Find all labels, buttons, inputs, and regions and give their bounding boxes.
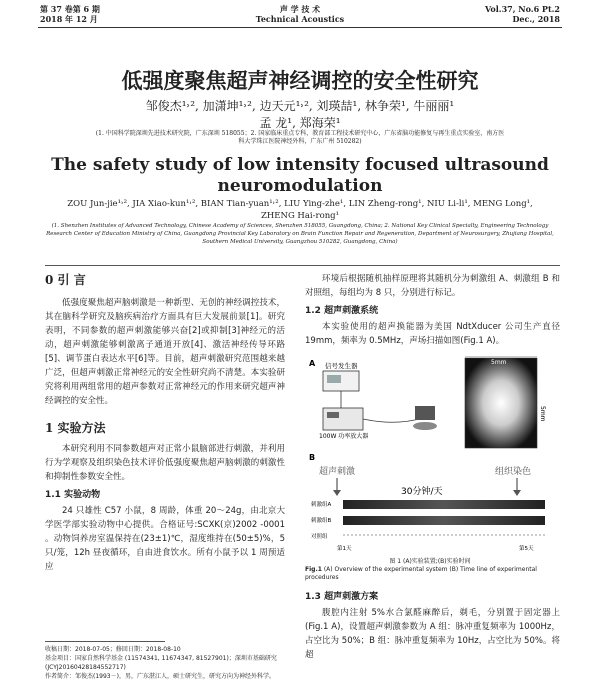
- paper-title-zh: 低强度聚焦超声神经调控的安全性研究: [121, 69, 479, 93]
- stain-arrowhead: [513, 490, 521, 496]
- header-rule: [38, 27, 562, 28]
- cable-2: [363, 418, 423, 422]
- figure-caption: [305, 558, 555, 582]
- footnote-fund: 基金项目：国家自然科学基金 (11574341, 11674347, 81527901)；深圳市基础研究 (JCYJ20160428184552717): [45, 655, 277, 671]
- journal-name-en: Technical Acoustics: [255, 14, 345, 24]
- figure-caption-en-text: (A) Overview of the experimental system (B) Time line of experimental procedures: [305, 566, 537, 581]
- volume-issue-zh: 第 37 卷第 6 期: [40, 4, 100, 14]
- section-1-2-heading: 1.2 超声刺激系统: [305, 306, 379, 316]
- authors-zh: [70, 98, 530, 132]
- panel-a-label: A: [309, 359, 316, 368]
- date-en: Dec., 2018: [512, 14, 560, 24]
- paper-title-en: The safety study of low intensity focused ultrasound neuromodulation: [51, 155, 549, 196]
- footnote-received: 收稿日期：2018-07-05；修回日期：2018-08-10: [45, 646, 181, 653]
- day-5-label: 第5天: [519, 546, 534, 552]
- transducer: [415, 406, 435, 420]
- panel-b-label: B: [309, 453, 316, 462]
- section-1-2-paragraph: 本实验使用的超声换能器为美国 NdtXducer 公司生产直径 19mm，频率为 0.5MHz，声场扫描如图(Fig.1 A)。: [305, 322, 560, 346]
- panel-a: [309, 356, 546, 448]
- right-column-bottom: [305, 590, 560, 662]
- right-column-top: [305, 272, 560, 348]
- journal-name-zh: 声 学 技 术: [279, 4, 321, 14]
- figure-caption-en: [305, 566, 555, 582]
- section-1-1-heading: 1.1 实验动物: [45, 490, 101, 500]
- date-zh: 2018 年 12 月: [40, 14, 98, 24]
- row-label-a: 刺激组A: [311, 502, 332, 508]
- affiliations-en: (1. Shenzhen Institutes of Advanced Technology, Chinese Academy of Sciences, Shenzhen 518055, Guangdong, China; 2. National Key Clinical Specialty, Engineering Technology Research Center of Education Ministry of China, Guangdong Provincial Key Laboratory on Brain Function Repair and Regeneration, Department of Neurosurgery, Zhujiang Hospital, Southern Medical University, Guangzhou 510282, Guangdong, China): [46, 223, 554, 245]
- stim-arrowhead: [333, 490, 341, 496]
- section-1-3-paragraph: 腹腔内注射 5%水合氯醛麻醉后，剃毛，分别置于固定器上 (Fig.1 A)，设置超声刺激参数为 A 组：脉冲重复频率为 1000Hz，占空比为 50%；B 组：脉冲重复频率为 10Hz，占空比为 50%。将超: [305, 608, 560, 660]
- amplifier-panel: [327, 412, 339, 418]
- timeline-bar-a: [343, 500, 545, 509]
- left-column: [45, 272, 285, 574]
- section-1-paragraph: 本研究利用不同参数超声对正常小鼠脑部进行刺激，并利用行为学观察及组织染色技术评价低强度聚焦超声脑刺激的刺激性和抑制性参数安全性。: [45, 444, 285, 482]
- staining-label: 组织染色: [495, 467, 532, 477]
- panel-b: [309, 453, 545, 552]
- right-top-paragraph: 环境后根据随机抽样原理将其随机分为刺激组 A、刺激组 B 和对照组，每组均为 8 只，分别进行标记。: [305, 274, 560, 298]
- scale-height: 5mm: [539, 406, 546, 422]
- volume-issue-en: Vol.37, No.6 Pt.2: [484, 4, 560, 14]
- abstract-rule: [45, 265, 560, 266]
- scale-width: 5mm: [491, 359, 507, 366]
- section-1-1-paragraph: 24 只雄性 C57 小鼠，8 周龄，体重 20～24g，由北京大学医学部实验动物中心提供。合格证号:SCXK(京)2002 -0001 。动物饲养房室温保持在(23±1)℃，湿度维持在(50±5)%，5 只/笼，12h 昼夜循环，自由进食饮水。所有小鼠予以 1 周预适应: [45, 506, 285, 572]
- day-1-label: 第1天: [337, 546, 352, 552]
- amplifier-device: [323, 408, 363, 430]
- stereotaxic-frame: [413, 422, 437, 430]
- signal-generator-screen: [327, 375, 341, 383]
- signal-generator-label: 信号发生器: [325, 362, 358, 370]
- acoustic-field-scan: [465, 358, 537, 448]
- footnote-rule: [45, 641, 165, 642]
- footnote: [45, 645, 290, 681]
- section-0-paragraph: 低强度聚焦超声脑刺激是一种新型、无创的神经调控技术，其在脑科学研究及脑疾病治疗方面具有巨大发展前景[1]。研究表明，不同参数的超声刺激能够兴奋[2]或抑制[3]神经元的活动，超声刺激能够刺激离子通道开放[4]、激活神经传导环路[5]、调节蛋白表达水平[6]等。目前，超声刺激研究范围越来越广泛，但超声刺激正常神经元的安全性研究尚不清楚。本实验研究将利用两组常用的超声参数对正常神经元的作用来研究超声神经调控的安全性。: [45, 298, 285, 406]
- row-label-b: 刺激组B: [311, 518, 332, 524]
- figure-caption-en-label: Fig.1: [305, 566, 322, 573]
- authors-zh-line2: 孟 龙¹, 郑海荣¹: [259, 116, 341, 130]
- section-1-3-heading: 1.3 超声刺激方案: [305, 592, 379, 602]
- figure-caption-zh: 图 1 (A)实验装置;(B)实验时间: [389, 558, 471, 565]
- journal-issue: [485, 4, 560, 24]
- footnote-author: 作者简介：邹俊杰(1993－)，男，广东湛江人，硕士研究生，研究方向为神经外科学。: [45, 673, 275, 680]
- authors-zh-line1: 邹俊杰¹˒², 加潇坤¹˒², 边天元¹˒², 刘瑛喆¹, 林争荣¹, 牛丽丽¹: [145, 99, 455, 113]
- authors-en: ZOU Jun-jie¹˒², JIA Xiao-kun¹˒², BIAN Tian-yuan¹˒², LIU Ying-zhe¹, LIN Zheng-rong¹, NIU Li-li¹, MENG Long¹, ZHENG Hai-rong¹: [67, 199, 533, 221]
- duration-label: 30分钟/天: [401, 487, 443, 497]
- section-1-heading: 1 实验方法: [45, 421, 106, 435]
- amplifier-label: 100W 功率放大器: [319, 433, 369, 440]
- section-0-heading: 0 引 言: [45, 273, 86, 287]
- figure-1: [305, 356, 555, 556]
- stimulation-label: 超声刺激: [319, 467, 356, 477]
- row-label-control: 对照组: [311, 534, 328, 540]
- affiliations-zh: (1. 中国科学院深圳先进技术研究院，广东深圳 518055；2. 国家临床重点专科，教育部工程技术研究中心，广东省脑功能修复与再生重点实验室，南方医科大学珠江医院神经外科，广东广州 510282): [95, 130, 505, 145]
- timeline-bar-b: [343, 516, 545, 525]
